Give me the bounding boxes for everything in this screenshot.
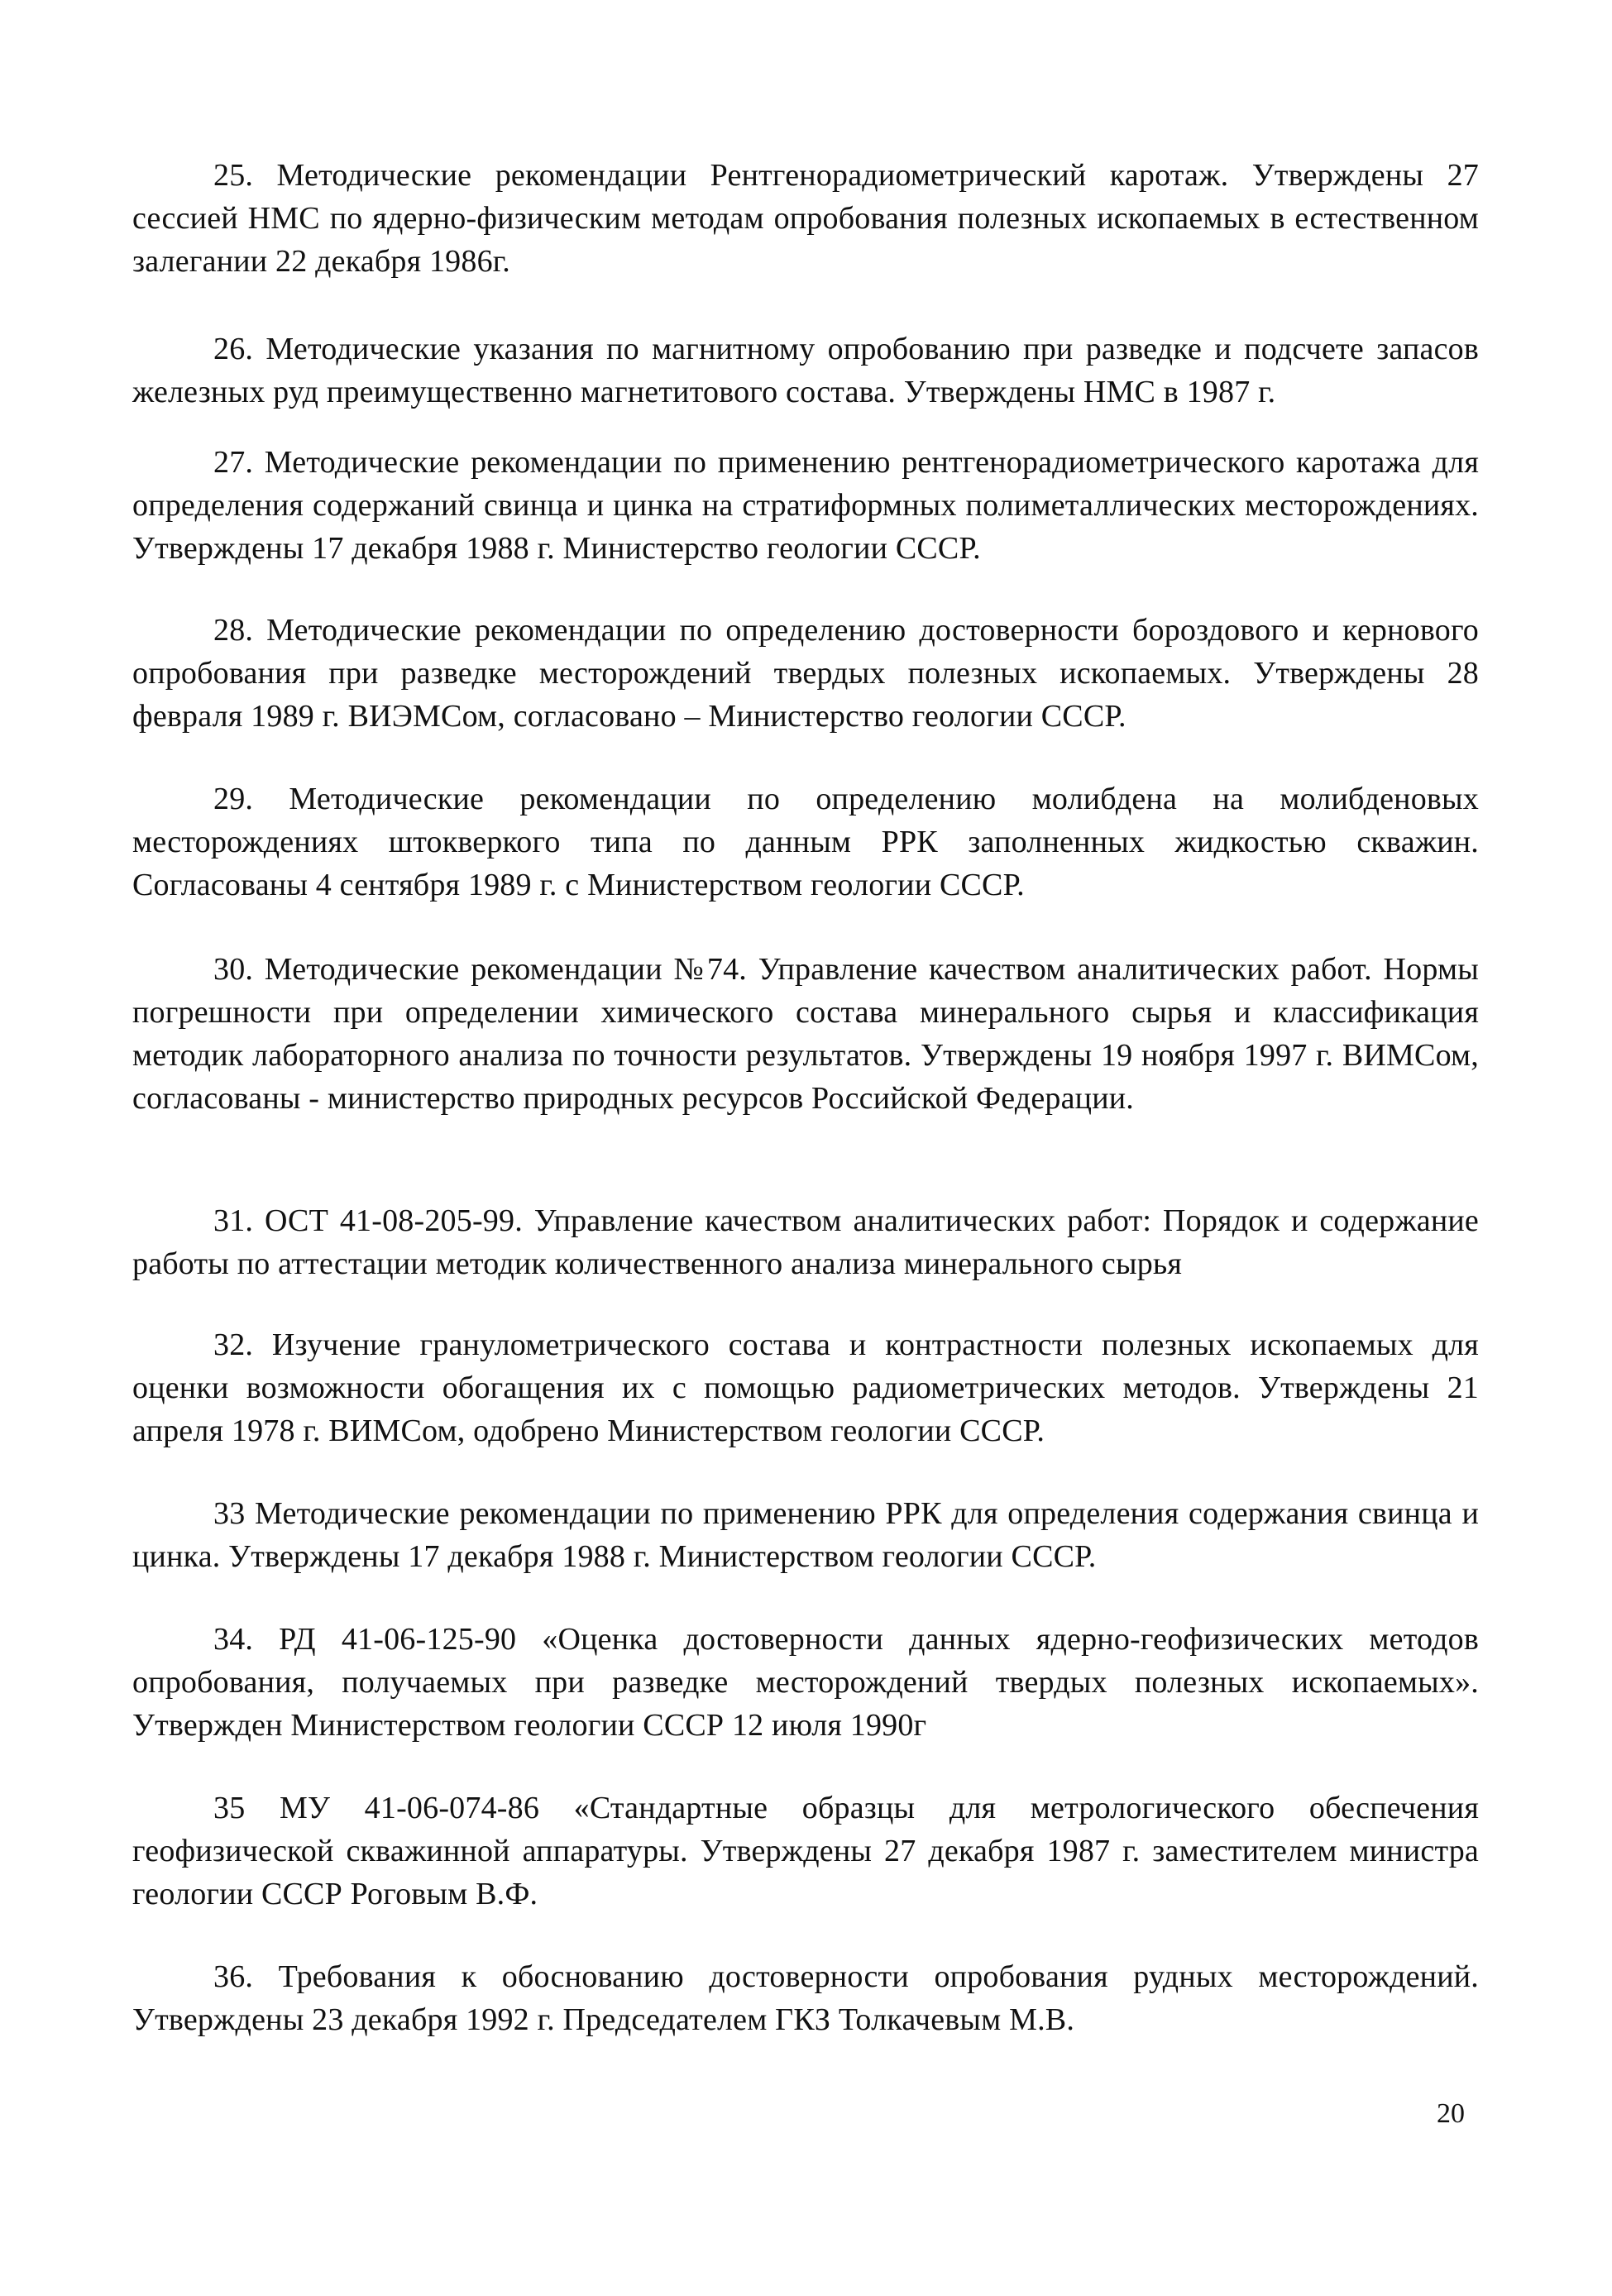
reference-entry-29: 29. Методические рекомендации по определению молибдена на молибденовых месторождениях штокверкого типа по данным РРК заполненных жидкостью скважин. Согласованы 4 сентября 1989 г. с Министерством геологии СССР.: [132, 782, 1479, 902]
page-number: 20: [1437, 2098, 1465, 2129]
reference-entry-36: 36. Требования к обоснованию достоверности опробования рудных месторождений. Утверждены 23 декабря 1992 г. Председателем ГКЗ Толкачевым М.В.: [132, 1959, 1479, 2037]
reference-entry-33: 33 Методические рекомендации по применению РРК для определения содержания свинца и цинка. Утверждены 17 декабря 1988 г. Министерством геологии СССР.: [132, 1496, 1479, 1574]
reference-entry-34: 34. РД 41-06-125-90 «Оценка достоверности данных ядерно-геофизических методов опробования, получаемых при разведке месторождений твердых полезных ископаемых». Утвержден Министерством геологии СССР 12 июля 1990г: [132, 1622, 1479, 1743]
reference-entry-27: 27. Методические рекомендации по применению рентгенорадиометрического каротажа для определения содержаний свинца и цинка на стратиформных полиметаллических месторождениях. Утверждены 17 декабря 1988 г. Министерство геологии СССР.: [132, 445, 1479, 566]
reference-entry-32: 32. Изучение гранулометрического состава и контрастности полезных ископаемых для оценки возможности обогащения их с помощью радиометрических методов. Утверждены 21 апреля 1978 г. ВИМСом, одобрено Министерством геологии СССР.: [132, 1327, 1479, 1448]
reference-entry-31: 31. ОСТ 41-08-205-99. Управление качеством аналитических работ: Порядок и содержание работы по аттестации методик количественного анализа минерального сырья: [132, 1203, 1479, 1281]
reference-entry-25: 25. Методические рекомендации Рентгенорадиометрический каротаж. Утверждены 27 сессией НМС по ядерно-физическим методам опробования полезных ископаемых в естественном залегании 22 декабря 1986г.: [132, 158, 1479, 279]
reference-entry-35: 35 МУ 41-06-074-86 «Стандартные образцы для метрологического обеспечения геофизической скважинной аппаратуры. Утверждены 27 декабря 1987 г. заместителем министра геологии СССР Роговым В.Ф.: [132, 1791, 1479, 1911]
reference-entry-26: 26. Методические указания по магнитному опробованию при разведке и подсчете запасов железных руд преимущественно магнетитового состава. Утверждены НМС в 1987 г.: [132, 332, 1479, 409]
reference-entry-28: 28. Методические рекомендации по определению достоверности бороздового и кернового опробования при разведке месторождений твердых полезных ископаемых. Утверждены 28 февраля 1989 г. ВИЭМСом, согласовано – Министерство геологии СССР.: [132, 613, 1479, 734]
reference-entry-30: 30. Методические рекомендации №74. Управление качеством аналитических работ. Нормы погрешности при определении химического состава минерального сырья и классификация методик лабораторного анализа по точности результатов. Утверждены 19 ноября 1997 г. ВИМСом, согласованы - министерство природных ресурсов Российской Федерации.: [132, 952, 1479, 1116]
